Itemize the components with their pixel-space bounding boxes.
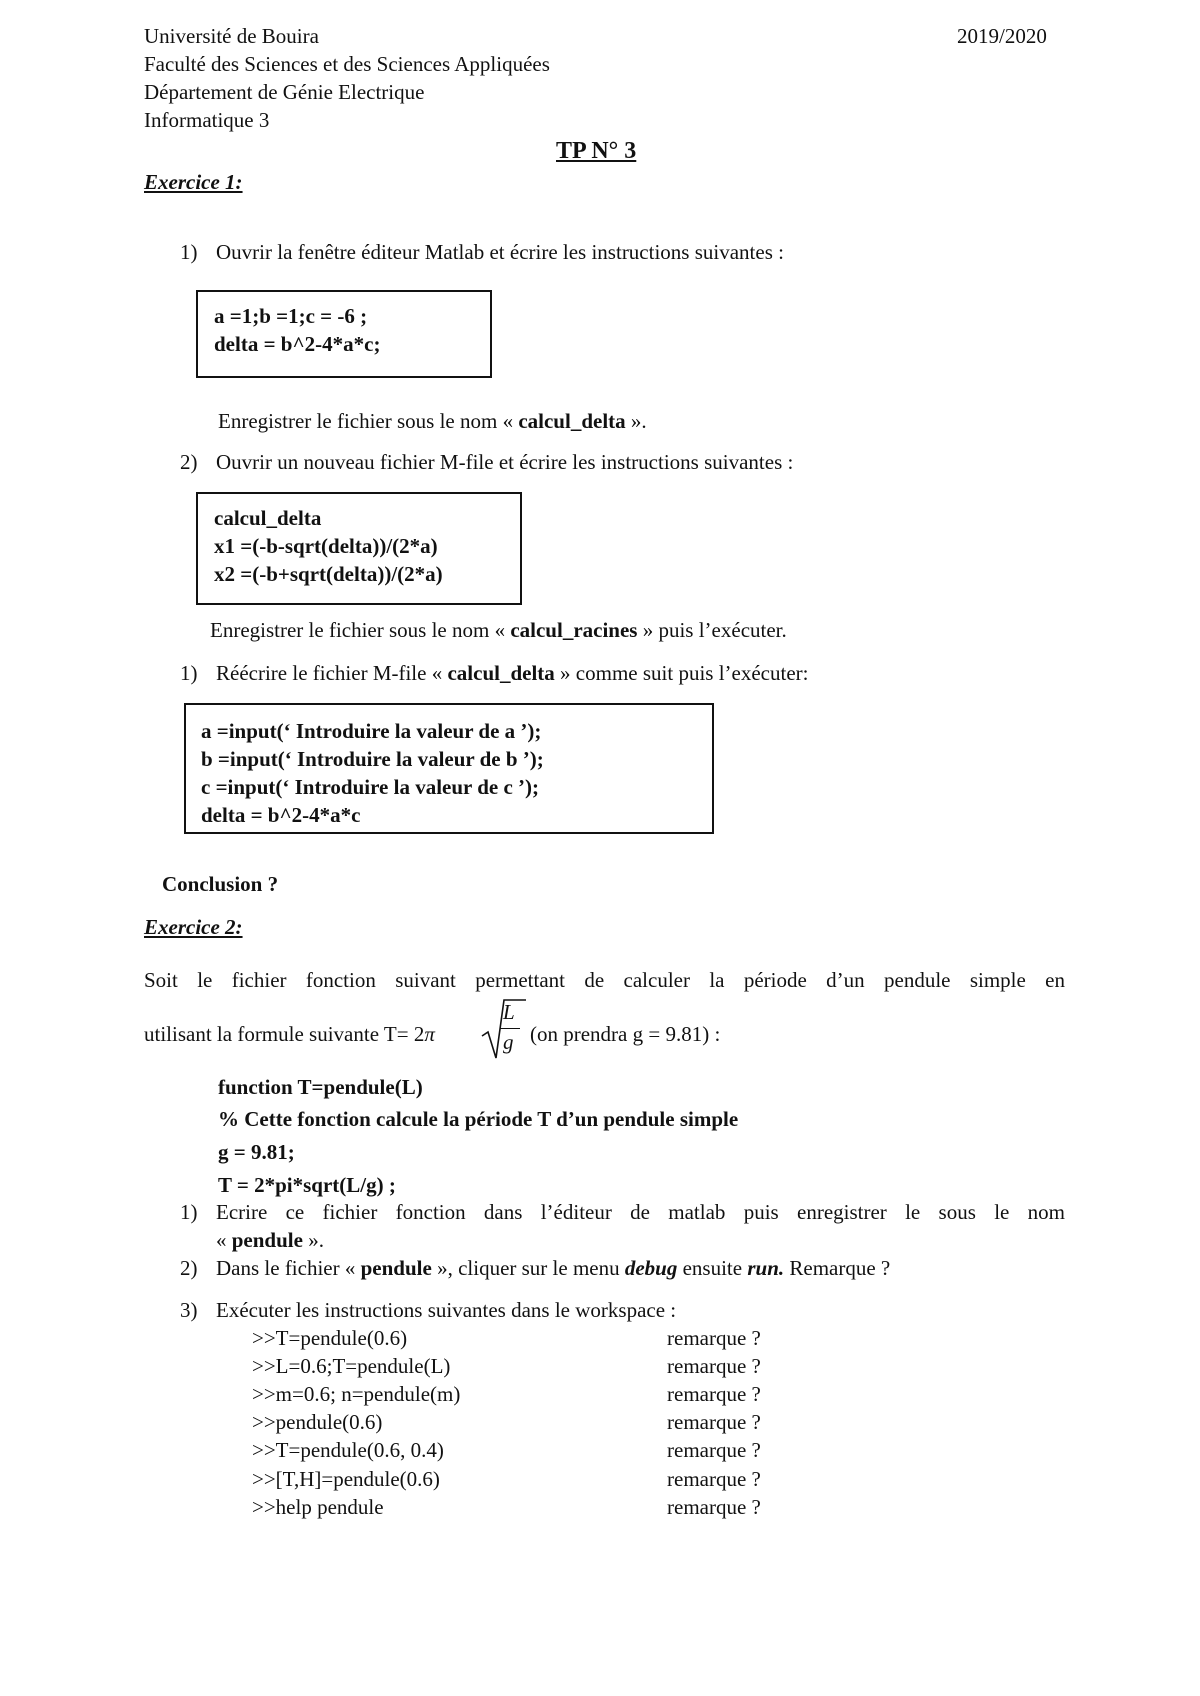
command-item: >>help pendule [252, 1495, 384, 1519]
ex1-step-3-number: 1) [180, 661, 198, 685]
file-name: calcul_delta [447, 661, 555, 685]
ex1-step-1-text: Ouvrir la fenêtre éditeur Matlab et écrire les instructions suivantes : [216, 240, 784, 264]
menu-run: run. [747, 1256, 785, 1280]
code-line: function T=pendule(L) [218, 1075, 423, 1099]
ex1-step-2-number: 2) [180, 450, 198, 474]
ex1-step-1-number: 1) [180, 240, 198, 264]
university-name: Université de Bouira [144, 24, 319, 48]
code-line: delta = b^2-4*a*c [201, 803, 361, 827]
command-item: >>L=0.6;T=pendule(L) [252, 1354, 451, 1378]
ex1-step-1 [180, 240, 784, 265]
ex2-intro-line-1: Soit le fichier fonction suivant permettant de calculer la période d’un pendule simple en [144, 968, 1065, 992]
ex2-question-1-number: 1) [180, 1200, 198, 1224]
conclusion-prompt: Conclusion ? [162, 872, 279, 896]
ex2-question-2: 2) Dans le fichier « pendule », cliquer sur le menu debug ensuite run. Remarque ? [180, 1256, 891, 1280]
code-line: x1 =(-b-sqrt(delta))/(2*a) [214, 534, 438, 558]
command-remark: remarque ? [667, 1438, 761, 1462]
exercise-1-heading: Exercice 1: [144, 170, 243, 194]
academic-year: 2019/2020 [957, 24, 1047, 48]
code-box-1 [196, 290, 492, 378]
ex2-question-1-line-2: « pendule ». [216, 1228, 324, 1252]
ex1-step-3: 1) Réécrire le fichier M-file « calcul_delta » comme suit puis l’exécuter: [180, 661, 809, 685]
ex2-question-3: 3) Exécuter les instructions suivantes dans le workspace : [180, 1298, 677, 1322]
command-remark: remarque ? [667, 1410, 761, 1434]
fraction-denominator: g [503, 1030, 514, 1054]
file-name: pendule [231, 1228, 303, 1252]
ex1-step-2-text: Ouvrir un nouveau fichier M-file et écrire les instructions suivantes : [216, 450, 794, 474]
code-line: c =input(‘ Introduire la valeur de c ’); [201, 775, 540, 799]
code-box-2 [196, 492, 522, 605]
fraction-bar [500, 1028, 520, 1029]
command-remark: remarque ? [667, 1354, 761, 1378]
code-line: delta = b^2-4*a*c; [214, 332, 381, 356]
code-line: b =input(‘ Introduire la valeur de b ’); [201, 747, 544, 771]
command-remark: remarque ? [667, 1382, 761, 1406]
ex2-question-1-line-1: Ecrire ce fichier fonction dans l’éditeur de matlab puis enregistrer le sous le nom [216, 1200, 1065, 1224]
file-name: pendule [360, 1256, 432, 1280]
code-line: a =1;b =1;c = -6 ; [214, 304, 368, 328]
code-line: calcul_delta [214, 506, 322, 530]
command-remark: remarque ? [667, 1495, 761, 1519]
command-item: >>pendule(0.6) [252, 1410, 383, 1434]
command-item: >>T=pendule(0.6, 0.4) [252, 1438, 444, 1462]
file-name: calcul_delta [518, 409, 626, 433]
ex1-save-instruction-2: Enregistrer le fichier sous le nom « calcul_racines » puis l’exécuter. [210, 618, 787, 642]
command-item: >>T=pendule(0.6) [252, 1326, 408, 1350]
command-remark: remarque ? [667, 1467, 761, 1491]
command-remark: remarque ? [667, 1326, 761, 1350]
ex1-save-instruction-1: Enregistrer le fichier sous le nom « calcul_delta ». [218, 409, 647, 433]
menu-debug: debug [624, 1256, 678, 1280]
exercise-2-heading: Exercice 2: [144, 915, 243, 939]
ex1-step-2 [180, 450, 793, 475]
file-name: calcul_racines [510, 618, 638, 642]
code-line: a =input(‘ Introduire la valeur de a ’); [201, 719, 542, 743]
department-name: Département de Génie Electrique [144, 80, 425, 104]
code-comment: % Cette fonction calcule la période T d’un pendule simple [218, 1107, 739, 1131]
fraction-numerator: L [503, 1000, 515, 1024]
code-line: T = 2*pi*sqrt(L/g) ; [218, 1173, 396, 1197]
code-line: x2 =(-b+sqrt(delta))/(2*a) [214, 562, 443, 586]
code-line: g = 9.81; [218, 1140, 295, 1164]
course-name: Informatique 3 [144, 108, 270, 132]
faculty-name: Faculté des Sciences et des Sciences Appliquées [144, 52, 550, 76]
command-item: >>m=0.6; n=pendule(m) [252, 1382, 461, 1406]
command-item: >>[T,H]=pendule(0.6) [252, 1467, 440, 1491]
ex2-intro-line-2: utilisant la formule suivante T= 2π [144, 1022, 435, 1046]
ex2-intro-formula-note: (on prendra g = 9.81) : [530, 1022, 721, 1046]
code-box-3 [184, 703, 714, 834]
pi-symbol: π [424, 1022, 435, 1046]
page-title: TP N° 3 [556, 138, 637, 164]
